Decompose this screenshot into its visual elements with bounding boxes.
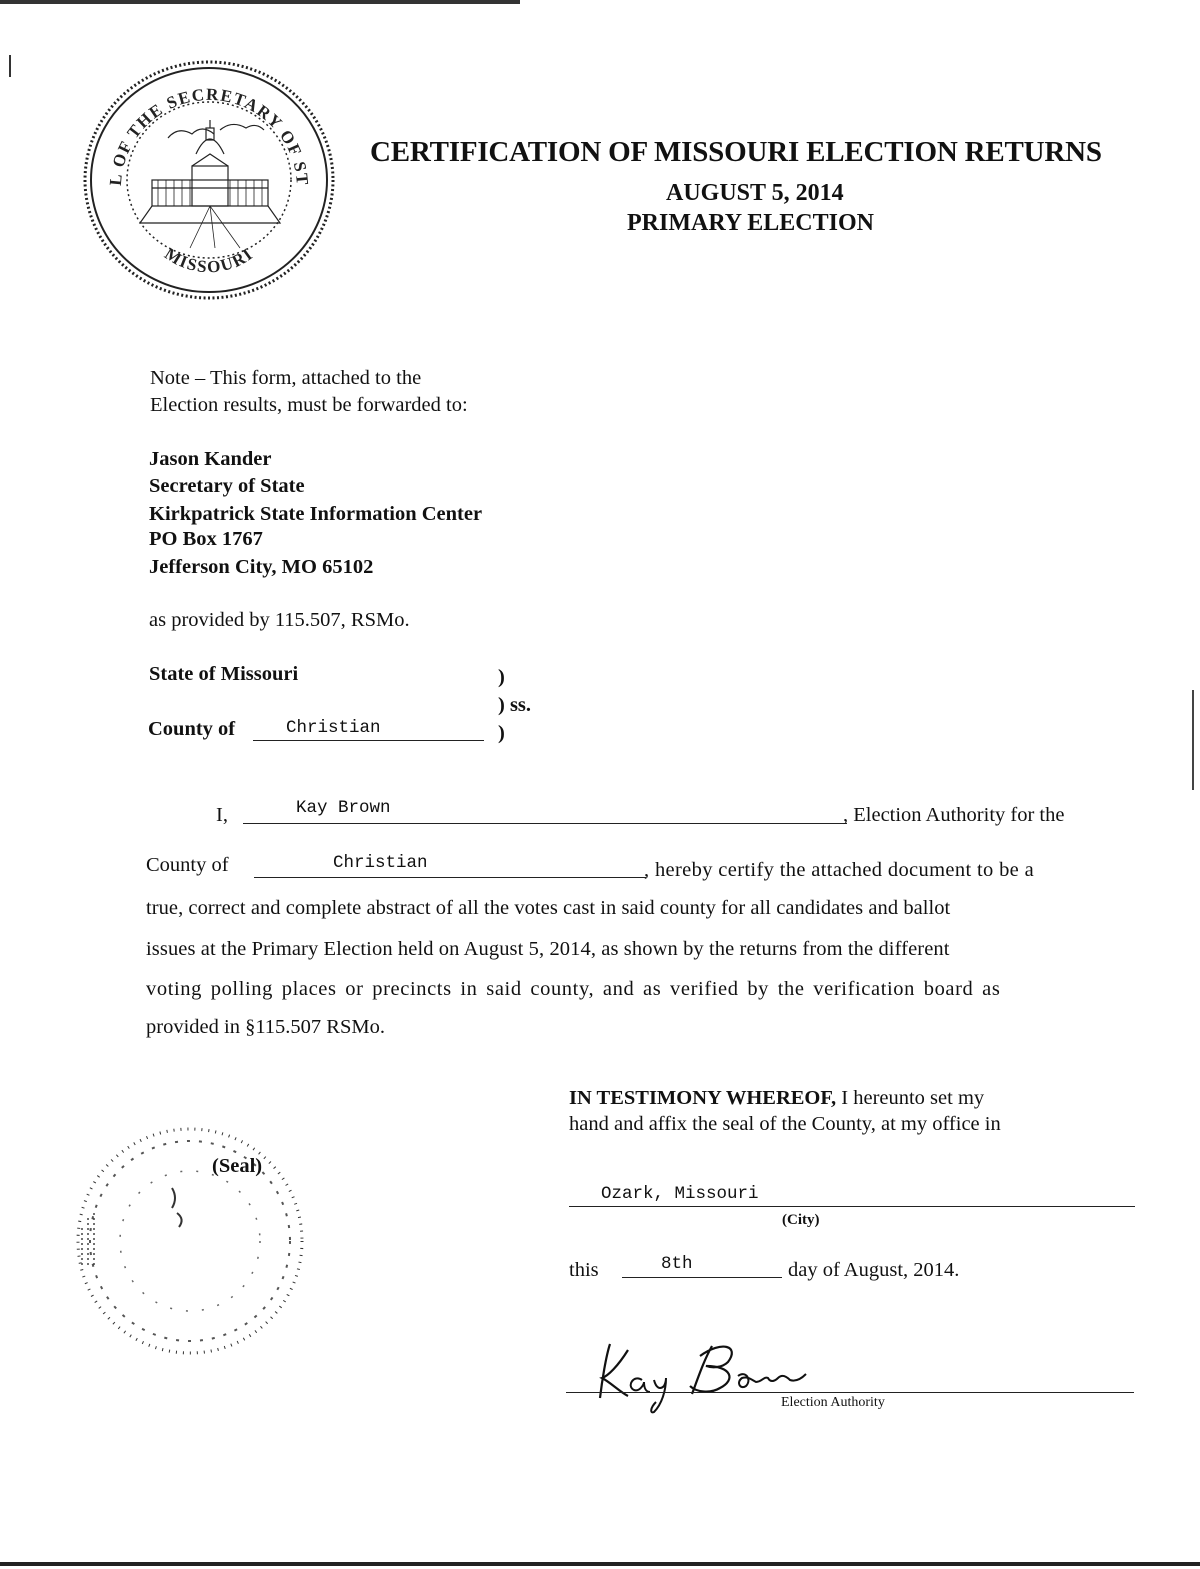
note-line-2: Election results, must be forwarded to: — [150, 394, 468, 416]
testimony-line-2: hand and affix the seal of the County, at my office in — [569, 1113, 1001, 1135]
cert-line-6: provided in §115.507 RSMo. — [146, 1016, 385, 1038]
statute-reference: as provided by 115.507, RSMo. — [149, 609, 410, 631]
testimony-day-value: 8th — [661, 1254, 693, 1274]
address-title: Secretary of State — [149, 475, 305, 497]
secretary-of-state-seal — [80, 58, 338, 303]
cert-i-label: I, — [216, 804, 228, 826]
capitol-building-icon — [140, 120, 280, 248]
address-name: Jason Kander — [149, 448, 272, 470]
signature-label: Election Authority — [781, 1395, 885, 1410]
testimony-lead: IN TESTIMONY WHEREOF, — [569, 1087, 837, 1109]
election-date: AUGUST 5, 2014 — [666, 180, 844, 206]
testimony-day-underline — [622, 1277, 782, 1278]
venue-county-value: Christian — [286, 718, 381, 738]
venue-county-underline — [253, 740, 484, 741]
county-seal-label: (Seal) — [212, 1155, 263, 1177]
note-line-1: Note – This form, attached to the — [150, 367, 422, 389]
venue-paren-bottom: ) — [498, 722, 505, 744]
cert-county-underline — [254, 877, 646, 878]
county-seal-stamp — [62, 1118, 322, 1368]
election-type: PRIMARY ELECTION — [627, 210, 874, 236]
cert-county-value: Christian — [333, 853, 428, 873]
venue-paren-top: ) — [498, 666, 505, 688]
testimony-this-label: this — [569, 1259, 599, 1281]
scan-mark-left — [9, 55, 11, 77]
page-title: CERTIFICATION OF MISSOURI ELECTION RETURNS — [370, 136, 1102, 168]
address-box: PO Box 1767 — [149, 528, 263, 550]
venue-state: State of Missouri — [149, 663, 299, 685]
seal-bottom-text: MISSOURI — [161, 243, 257, 277]
svg-text:MISSOURI — [161, 244, 257, 277]
cert-line-4: issues at the Primary Election held on August 5, 2014, as shown by the returns from the different — [146, 938, 950, 960]
scan-edge-top — [0, 0, 520, 4]
testimony-city-underline — [569, 1206, 1135, 1207]
cert-county-label: County of — [146, 854, 229, 876]
seal-top-text: L OF THE SECRETARY OF ST — [105, 84, 313, 187]
testimony-city-value: Ozark, Missouri — [601, 1184, 759, 1204]
scan-mark-right — [1192, 690, 1194, 790]
venue-county-label: County of — [148, 718, 236, 740]
testimony-city-label: (City) — [782, 1212, 820, 1228]
testimony-day-suffix: day of August, 2014. — [788, 1259, 960, 1281]
svg-text:SEAL OF THE SECRETARY OF STATE — [80, 58, 312, 186]
scan-edge-bottom — [0, 1562, 1200, 1566]
cert-line-3: true, correct and complete abstract of all the votes cast in said county for all candidates and ballot — [146, 897, 951, 919]
cert-county-suffix: , hereby certify the attached document to be a — [644, 859, 1035, 881]
cert-line-5: voting polling places or precincts in said county, and as verified by the verification board as — [146, 978, 1001, 1000]
cert-authority-underline — [243, 823, 847, 824]
cert-authority-suffix: , Election Authority for the — [843, 804, 1065, 826]
cert-authority-name: Kay Brown — [296, 798, 391, 818]
address-city: Jefferson City, MO 65102 — [149, 556, 374, 578]
address-org: Kirkpatrick State Information Center — [149, 503, 483, 525]
testimony-line-1 — [569, 1084, 984, 1112]
testimony-rest: I hereunto set my — [836, 1087, 985, 1109]
signature-underline — [566, 1392, 1134, 1393]
venue-ss: ) ss. — [498, 694, 532, 716]
